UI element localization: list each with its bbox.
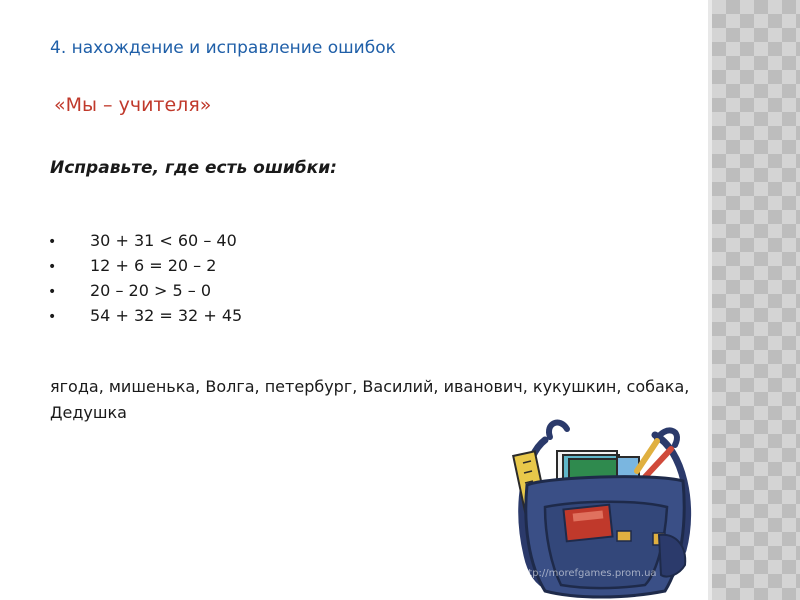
equation-text: 30 + 31 < 60 – 40 xyxy=(90,231,237,250)
watermark-text: http://morefgames.prom.ua xyxy=(518,568,657,579)
list-item xyxy=(48,278,242,303)
bullet-icon: • xyxy=(48,284,57,300)
words-paragraph: ягода, мишенька, Волга, петербург, Василий, иванович, кукушкин, собака, Дедушка xyxy=(50,377,690,422)
bullet-icon: • xyxy=(48,234,57,250)
bullet-icon: • xyxy=(48,259,57,275)
slide-subtitle: «Мы – учителя» xyxy=(54,94,212,116)
equation-text: 54 + 32 = 32 + 45 xyxy=(90,306,243,325)
equation-text: 20 – 20 > 5 – 0 xyxy=(90,281,211,300)
bullet-icon: • xyxy=(48,309,57,325)
decorative-side-panel xyxy=(712,0,800,600)
list-item xyxy=(48,228,242,253)
list-item xyxy=(48,253,242,278)
list-item xyxy=(48,303,242,328)
equation-list xyxy=(48,228,242,328)
slide-heading: 4. нахождение и исправление ошибок xyxy=(50,38,396,58)
equation-text: 12 + 6 = 20 – 2 xyxy=(90,256,217,275)
instruction-text: Исправьте, где есть ошибки: xyxy=(50,158,337,178)
